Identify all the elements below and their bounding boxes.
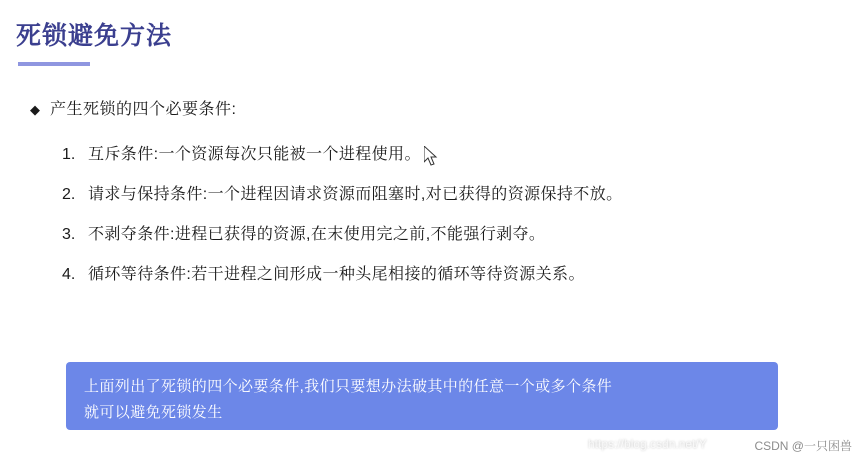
bullet-level1-label: 产生死锁的四个必要条件: — [50, 101, 237, 118]
list-item-label: 互斥条件:一个资源每次只能被一个进程使用。 — [88, 146, 421, 163]
list-item-label: 循环等待条件:若干进程之间形成一种头尾相接的循环等待资源关系。 — [88, 266, 585, 283]
list-item-number: 1. — [62, 146, 76, 163]
list-item-number: 4. — [62, 266, 76, 283]
callout-line-1: 上面列出了死锁的四个必要条件,我们只要想办法破其中的任意一个或多个条件 — [84, 378, 613, 395]
blog-watermark: https://blog.csdn.net/Y — [588, 437, 707, 451]
callout-line-2: 就可以避免死锁发生 — [84, 404, 223, 421]
list-item-number: 2. — [62, 186, 76, 203]
list-item — [62, 184, 842, 206]
csdn-watermark: CSDN @一只困兽 — [754, 439, 852, 453]
list-item-number: 3. — [62, 226, 76, 243]
page-title: 死锁避免方法 — [16, 22, 173, 50]
list-item — [62, 264, 842, 286]
bullet-level1 — [30, 100, 236, 120]
diamond-bullet-icon: ◆ — [30, 102, 40, 117]
conditions-list — [62, 144, 842, 304]
list-item-label: 不剥夺条件:进程已获得的资源,在末使用完之前,不能强行剥夺。 — [88, 226, 546, 243]
list-item — [62, 224, 842, 246]
title-underline-divider — [18, 62, 90, 66]
list-item — [62, 144, 842, 166]
list-item-label: 请求与保持条件:一个进程因请求资源而阻塞时,对已获得的资源保持不放。 — [88, 186, 623, 203]
summary-callout-box — [66, 362, 778, 430]
